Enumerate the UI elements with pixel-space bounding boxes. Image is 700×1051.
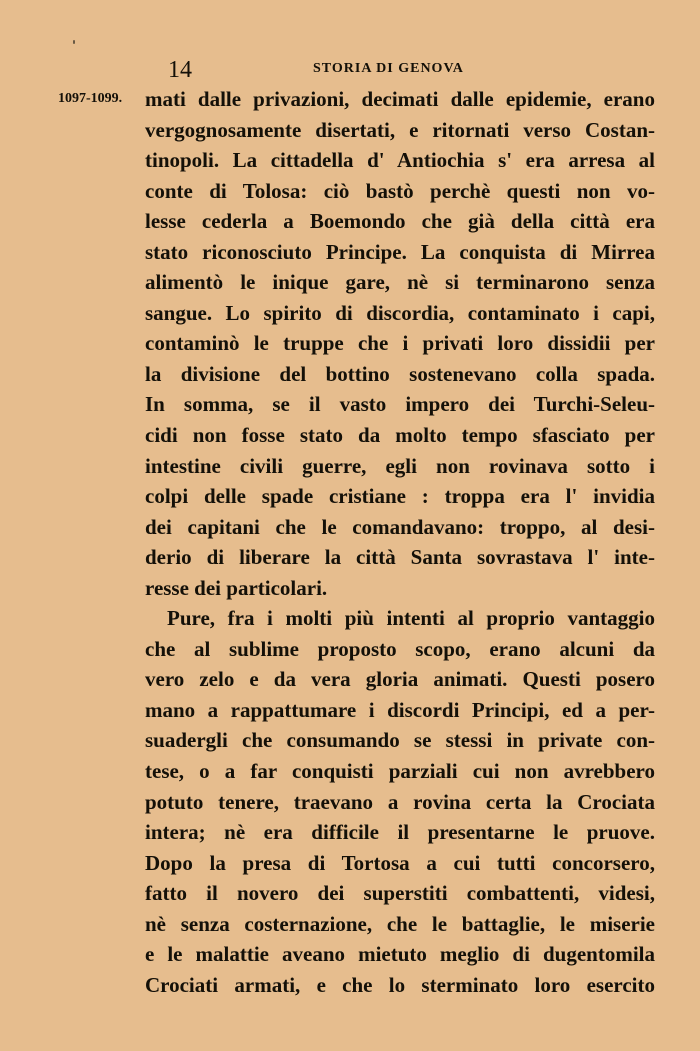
text-line: e le malattie aveano mietuto meglio di dugentomila [145,942,655,967]
text-line: che al sublime proposto scopo, erano alcuni da [145,636,655,661]
page-header [0,56,700,86]
text-line: derio di liberare la città Santa sovrastava l' inte- [145,545,655,570]
running-title: STORIA DI GENOVA [313,61,464,76]
text-line: Dopo la presa di Tortosa a cui tutti concorsero, [145,850,655,875]
text-line: intera; nè era difficile il presentarne le pruove. [145,820,655,845]
text-line: stato riconosciuto Principe. La conquista di Mirrea [145,239,655,264]
paragraph-start-line: Pure, fra i molti più intenti al proprio vantaggio [167,606,655,631]
text-line: lesse cederla a Boemondo che già della città era [145,209,655,234]
margin-date-note: 1097-1099. [58,91,123,106]
text-line: conte di Tolosa: ciò bastò perchè questi non vo- [145,178,655,203]
text-line: tinopoli. La cittadella d' Antiochia s' era arresa al [145,148,655,173]
text-line: In somma, se il vasto impero dei Turchi-Seleu- [145,392,655,417]
text-line: mati dalle privazioni, decimati dalle epidemie, erano [145,87,655,111]
paragraph-end-line: resse dei particolari. [145,575,328,600]
text-line: tese, o a far conquisti parziali cui non avrebbero [145,759,655,784]
text-line: cidi non fosse stato da molto tempo sfasciato per [145,423,655,448]
text-line: contaminò le truppe che i privati loro dissidii per [145,331,655,356]
text-line: vero zelo e da vera gloria animati. Questi posero [145,667,655,692]
text-line: alimentò le inique gare, nè si terminarono senza [145,270,655,295]
page-number: 14 [168,57,192,83]
text-line: fatto il novero dei superstiti combattenti, videsi, [145,881,655,906]
text-line: vergognosamente disertati, e ritornati verso Costan- [145,117,655,142]
text-line: mano a rappattumare i discordi Principi, ed a per- [145,697,655,722]
text-line: dei capitani che le comandavano: troppo, al desi- [145,514,655,539]
text-line: intestine civili guerre, egli non rovinava sotto i [145,453,655,478]
body-text [145,84,655,1000]
text-line: Crociati armati, e che lo sterminato loro esercito [145,972,655,997]
ink-speck [73,40,75,44]
text-line: potuto tenere, traevano a rovina certa la Crociata [145,789,655,814]
text-line: nè senza costernazione, che le battaglie, le miserie [145,911,655,936]
text-line: sangue. Lo spirito di discordia, contaminato i capi, [145,300,655,325]
text-line: la divisione del bottino sostenevano colla spada. [145,361,655,386]
text-line: suadergli che consumando se stessi in private con- [145,728,655,753]
text-line: colpi delle spade cristiane : troppa era l' invidia [145,484,655,509]
